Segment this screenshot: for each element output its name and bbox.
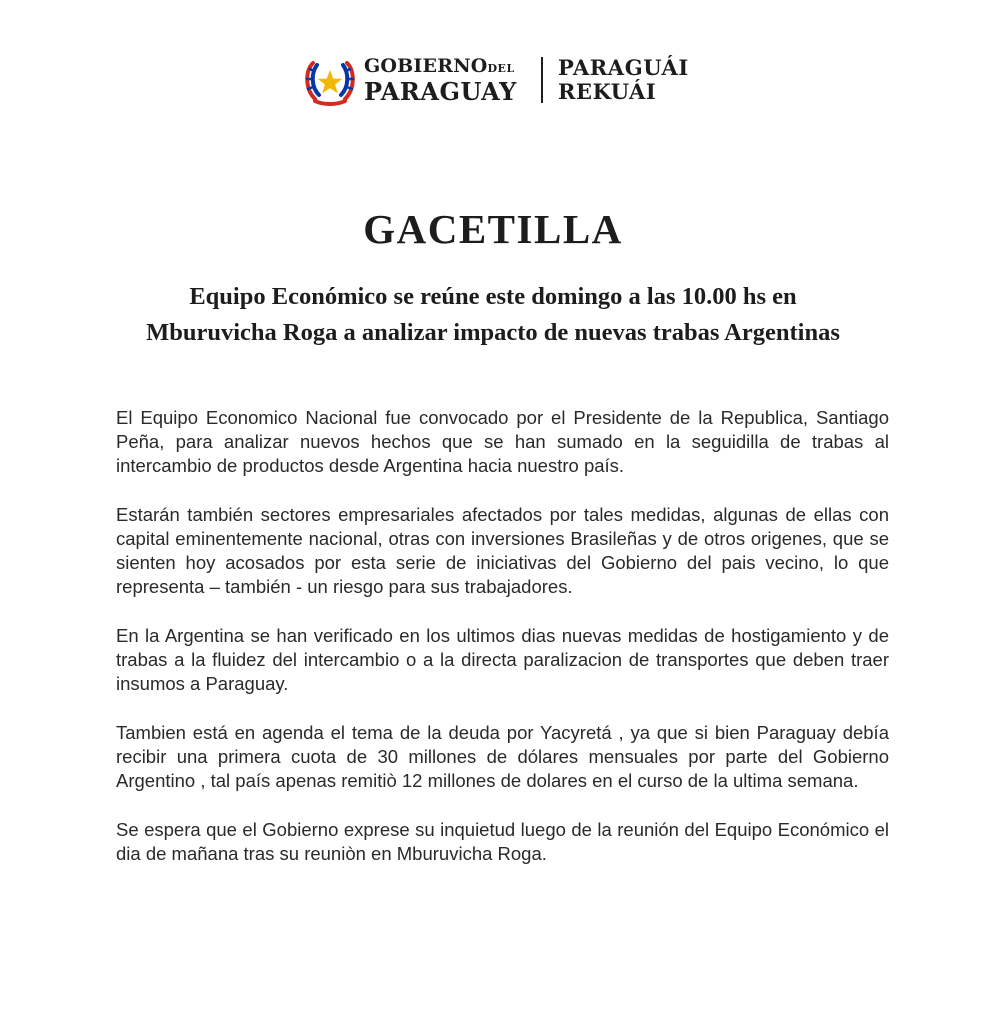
document-title: GACETILLA	[363, 206, 623, 252]
body-paragraph: En la Argentina se han verificado en los ultimos dias nuevas medidas de hostigamiento y de trabas a la fluidez del intercambio o a la directa paralizacion de transportes que deben traer insumos a Paraguay.	[116, 625, 889, 694]
document-body	[116, 406, 889, 866]
header-logo-block	[0, 52, 986, 108]
wordmark-gobierno: GOBIERNO	[364, 55, 488, 77]
body-paragraph: El Equipo Economico Nacional fue convocado por el Presidente de la Republica, Santiago Peña, para analizar nuevos hechos que se han sumado en la seguidilla de trabas al intercambio de productos desde Argentina hacia nuestro país.	[116, 407, 889, 476]
wordmark-paraguai: PARAGUÁI	[558, 55, 689, 80]
wordmark-del: DEL	[487, 62, 515, 75]
wordmark-rekuai: REKUÁI	[558, 79, 657, 104]
paraguai-rekuai-wordmark	[558, 56, 689, 104]
body-paragraph: Se espera que el Gobierno exprese su inquietud luego de la reunión del Equipo Económico el dia de mañana tras su reuniòn en Mburuvicha Roga.	[116, 819, 889, 864]
body-paragraph: Estarán también sectores empresariales afectados por tales medidas, algunas de ellas con capital eminentemente nacional, otras con inversiones Brasileñas y de otros origenes, que se sienten hoy acosados por esta serie de iniciativas del Gobierno del pais vecino, lo que representa – también - un riesgo para sus trabajadores.	[116, 504, 889, 597]
wordmark-divider	[541, 57, 543, 103]
document-subtitle: Equipo Económico se reúne este domingo a las 10.00 hs en Mburuvicha Roga a analizar impacto de nuevas trabas Argentinas	[146, 283, 840, 346]
wordmark-paraguay: PARAGUAY	[364, 77, 517, 106]
body-paragraph: Tambien está en agenda el tema de la deuda por Yacyretá , ya que si bien Paraguay debía recibir una primera cuota de 30 millones de dólares mensuales por parte del Gobierno Argentino , tal país apenas remitiò 12 millones de dolares en el curso de la ultima semana.	[116, 722, 889, 791]
gobierno-del-paraguay-wordmark	[364, 56, 517, 105]
paraguay-coat-of-arms-icon	[303, 55, 357, 107]
